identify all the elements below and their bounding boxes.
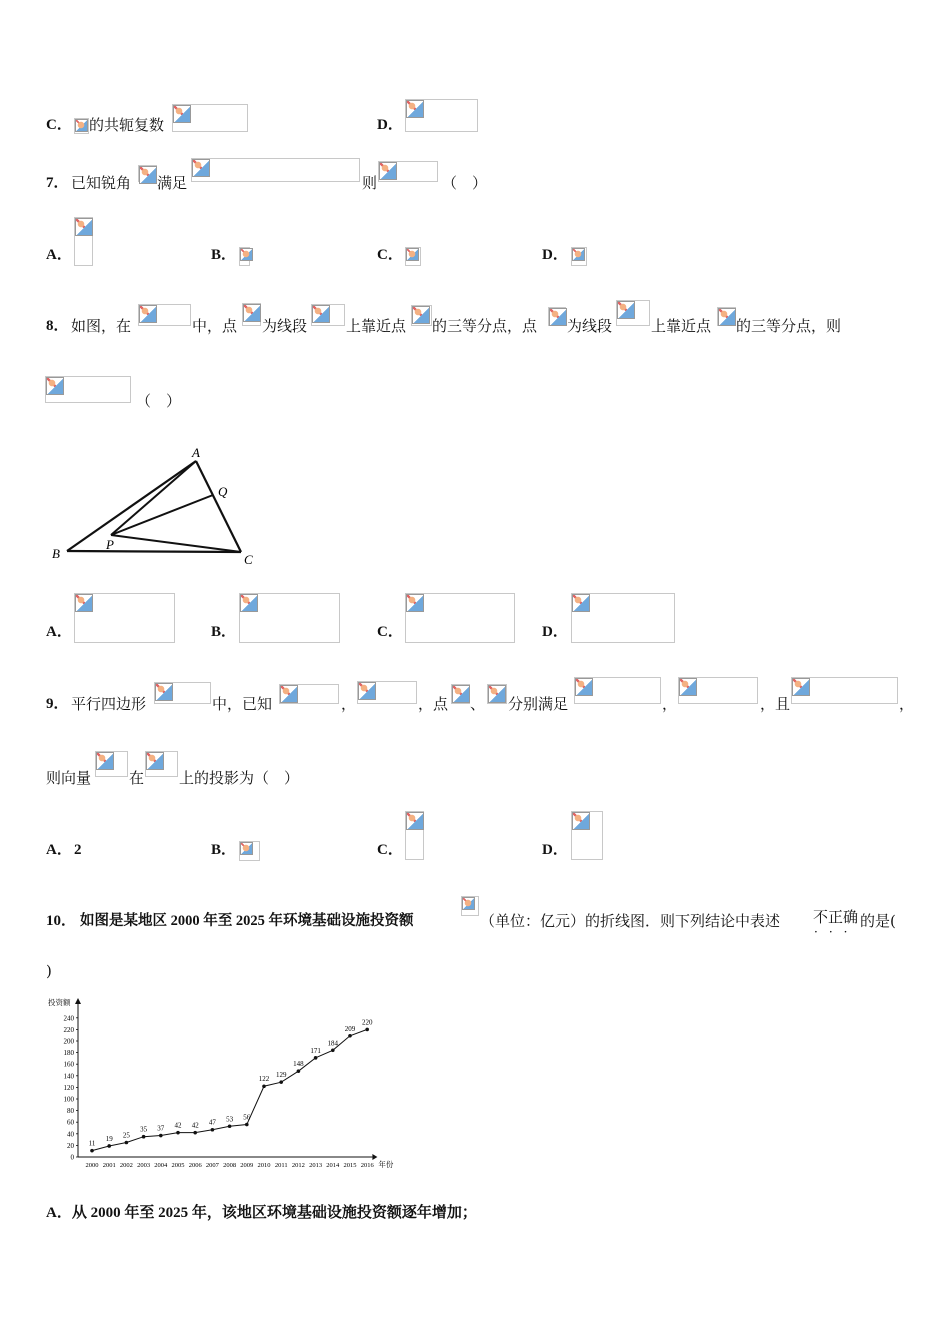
data-point — [279, 1080, 283, 1084]
vertex-c-label: C — [244, 552, 253, 567]
formula-image — [405, 99, 478, 132]
q8-text-3: 为线段 — [262, 317, 308, 335]
q7-option-b-label: B． — [211, 247, 237, 263]
q7-option-a-label: A． — [46, 247, 72, 263]
q8-text-6: 为线段 — [567, 317, 613, 335]
x-tick-label: 2011 — [274, 1162, 288, 1169]
q7-number: 7． — [46, 175, 69, 191]
q8-text-1: 如图，在 — [71, 317, 132, 335]
q9-option-c-label: C． — [377, 842, 403, 858]
q6-option-c-label: C． — [46, 117, 72, 133]
formula-image — [378, 161, 438, 182]
series-line — [92, 1029, 367, 1150]
data-label: 53 — [226, 1115, 234, 1124]
data-point — [125, 1141, 129, 1145]
x-tick-label: 2002 — [119, 1162, 133, 1169]
formula-image — [405, 593, 515, 643]
formula-image — [574, 677, 661, 704]
q8-paren: （ ） — [136, 392, 182, 410]
formula-image — [311, 304, 345, 326]
formula-image — [172, 104, 248, 132]
q7-option-c-label: C． — [377, 247, 403, 263]
q9-option-b-label: B． — [211, 842, 237, 858]
q8-option-a-label: A． — [46, 624, 72, 640]
x-tick-label: 2001 — [102, 1162, 116, 1169]
y-tick-label: 240 — [63, 1014, 74, 1023]
data-point — [365, 1028, 369, 1032]
x-tick-label: 2005 — [171, 1162, 185, 1169]
y-tick-label: 40 — [67, 1130, 74, 1139]
formula-image — [279, 684, 339, 704]
q10-text-3: 的是( — [860, 912, 896, 930]
q9-option-a-label: A． — [46, 842, 72, 858]
y-tick-label: 160 — [63, 1060, 74, 1069]
formula-image — [791, 677, 898, 704]
data-label: 37 — [157, 1124, 165, 1133]
q6-option-d-label: D． — [377, 117, 403, 133]
y-tick-label: 140 — [63, 1072, 74, 1081]
q8-number: 8． — [46, 318, 69, 334]
x-tick-label: 2012 — [291, 1162, 305, 1169]
y-tick-label: 100 — [63, 1095, 74, 1104]
q9-line2-text-1: 则向量 — [46, 769, 92, 787]
y-axis-title: 投资额 — [48, 998, 71, 1007]
formula-image — [487, 684, 507, 704]
data-label: 25 — [122, 1131, 130, 1140]
vertex-b-label: B — [52, 546, 60, 561]
x-axis-arrow — [372, 1154, 377, 1160]
formula-image — [616, 300, 650, 326]
formula-image — [239, 841, 260, 861]
q9-dun: 、 — [470, 695, 486, 713]
x-tick-label: 2016 — [360, 1162, 374, 1169]
x-tick-label: 2004 — [154, 1162, 168, 1169]
data-point — [176, 1131, 180, 1135]
data-label: 42 — [191, 1121, 199, 1130]
formula-image — [74, 118, 89, 134]
data-point — [314, 1056, 318, 1060]
formula-image — [411, 305, 432, 326]
y-axis-arrow — [75, 998, 81, 1004]
q7-option-d-label: D． — [542, 247, 568, 263]
q7-text-1: 已知锐角 — [71, 174, 132, 192]
q7-paren: （ ） — [442, 174, 488, 192]
data-label: 184 — [327, 1039, 339, 1048]
data-label: 56 — [243, 1113, 251, 1122]
data-point — [159, 1134, 163, 1138]
data-label: 209 — [344, 1024, 356, 1033]
q8-option-b-label: B． — [211, 624, 237, 640]
formula-image — [242, 303, 261, 326]
x-tick-label: 2008 — [223, 1162, 237, 1169]
data-point — [90, 1149, 94, 1153]
formula-image — [239, 593, 340, 643]
data-point — [142, 1135, 146, 1139]
q9-option-d-label: D． — [542, 842, 568, 858]
formula-image — [405, 811, 424, 860]
data-label: 122 — [258, 1075, 270, 1084]
data-point — [348, 1034, 352, 1038]
formula-image — [138, 165, 157, 182]
q9-line2-text-3: 上的投影为（ ） — [179, 769, 300, 787]
y-tick-label: 60 — [67, 1118, 74, 1127]
q10-text-4: ) — [46, 962, 52, 980]
x-tick-label: 2014 — [326, 1162, 340, 1169]
x-tick-label: 2010 — [257, 1162, 271, 1169]
formula-image — [74, 217, 93, 266]
data-label: 19 — [105, 1134, 113, 1143]
formula-image — [145, 751, 178, 777]
data-point — [262, 1084, 266, 1088]
data-label: 11 — [88, 1139, 96, 1148]
point-q-label: Q — [218, 484, 228, 499]
data-point — [331, 1048, 335, 1052]
q8-text-7: 上靠近点 — [651, 317, 712, 335]
q9-text-4: 分别满足 — [508, 695, 569, 713]
x-tick-label: 2013 — [309, 1162, 323, 1169]
q10-option-a: A．从 2000 年至 2025 年，该地区环境基础设施投资额逐年增加； — [46, 1205, 477, 1221]
formula-image — [357, 681, 417, 704]
x-tick-label: 2015 — [343, 1162, 357, 1169]
data-label: 129 — [275, 1071, 287, 1080]
formula-image — [678, 677, 758, 704]
x-tick-label: 2009 — [240, 1162, 254, 1169]
data-label: 220 — [361, 1018, 373, 1027]
q9-comma-3: ， — [899, 695, 915, 713]
q9-text-3: ，点 — [418, 695, 449, 713]
emphasis-dots: ··· — [814, 925, 859, 939]
y-tick-label: 20 — [67, 1141, 74, 1150]
x-axis-title: 年份 — [378, 1160, 394, 1169]
q8-text-4: 上靠近点 — [346, 317, 407, 335]
data-point — [245, 1123, 249, 1127]
formula-image — [45, 376, 131, 403]
data-point — [297, 1069, 301, 1073]
q7-text-3: 则 — [362, 174, 378, 192]
formula-image — [138, 304, 191, 326]
q10-emphasis: 不正确 — [813, 908, 859, 926]
formula-image — [95, 751, 128, 777]
q9-number: 9． — [46, 696, 69, 712]
formula-image — [239, 247, 250, 266]
q6-option-c-text: 的共轭复数 — [89, 116, 165, 134]
q9-comma-2: ， — [662, 695, 678, 713]
q9-comma-1: ， — [341, 695, 357, 713]
data-label: 47 — [208, 1118, 216, 1127]
y-tick-label: 220 — [63, 1025, 74, 1034]
formula-image — [405, 247, 421, 266]
q8-text-5: 的三等分点，点 — [432, 317, 538, 335]
q8-option-c-label: C． — [377, 624, 403, 640]
data-label: 148 — [293, 1060, 304, 1069]
y-tick-label: 0 — [70, 1153, 74, 1162]
q7-text-2: 满足 — [157, 174, 188, 192]
investment-line-chart — [44, 994, 404, 1176]
point-p-label: P — [106, 537, 114, 552]
data-point — [107, 1144, 111, 1148]
formula-image — [154, 682, 211, 704]
formula-image — [571, 593, 675, 643]
q9-text-5: ，且 — [760, 695, 791, 713]
data-label: 171 — [310, 1046, 321, 1055]
q10-number: 10． — [46, 913, 77, 929]
data-label: 35 — [140, 1125, 148, 1134]
x-tick-label: 2007 — [205, 1162, 219, 1169]
q8-option-d-label: D． — [542, 624, 568, 640]
x-tick-label: 2003 — [137, 1162, 151, 1169]
triangle-figure — [40, 440, 270, 575]
formula-image — [548, 307, 566, 326]
y-tick-label: 80 — [67, 1107, 74, 1116]
q8-text-2: 中，点 — [192, 317, 238, 335]
data-point — [228, 1124, 232, 1128]
data-point — [211, 1128, 215, 1132]
formula-image — [571, 811, 603, 860]
formula-image — [191, 158, 360, 182]
formula-image — [461, 896, 479, 916]
y-tick-label: 120 — [63, 1083, 74, 1092]
vertex-a-label: A — [192, 445, 200, 460]
q10-text-1: 如图是某地区 2000 年至 2025 年环境基础设施投资额 — [80, 913, 414, 929]
q9-option-a-value: 2 — [74, 842, 82, 858]
data-point — [193, 1131, 197, 1135]
q8-text-8: 的三等分点，则 — [736, 317, 842, 335]
q10-text-2: （单位：亿元）的折线图．则下列结论中表述 — [480, 912, 781, 930]
y-tick-label: 180 — [63, 1049, 74, 1058]
formula-image — [451, 684, 470, 704]
x-tick-label: 2000 — [85, 1162, 99, 1169]
y-tick-label: 200 — [63, 1037, 74, 1046]
formula-image — [74, 593, 175, 643]
formula-image — [571, 247, 587, 266]
data-label: 42 — [174, 1121, 182, 1130]
x-tick-label: 2006 — [188, 1162, 202, 1169]
formula-image — [717, 307, 736, 326]
q9-line2-text-2: 在 — [129, 769, 145, 787]
q9-text-1: 平行四边形 — [71, 695, 147, 713]
q9-text-2: 中，已知 — [212, 695, 273, 713]
